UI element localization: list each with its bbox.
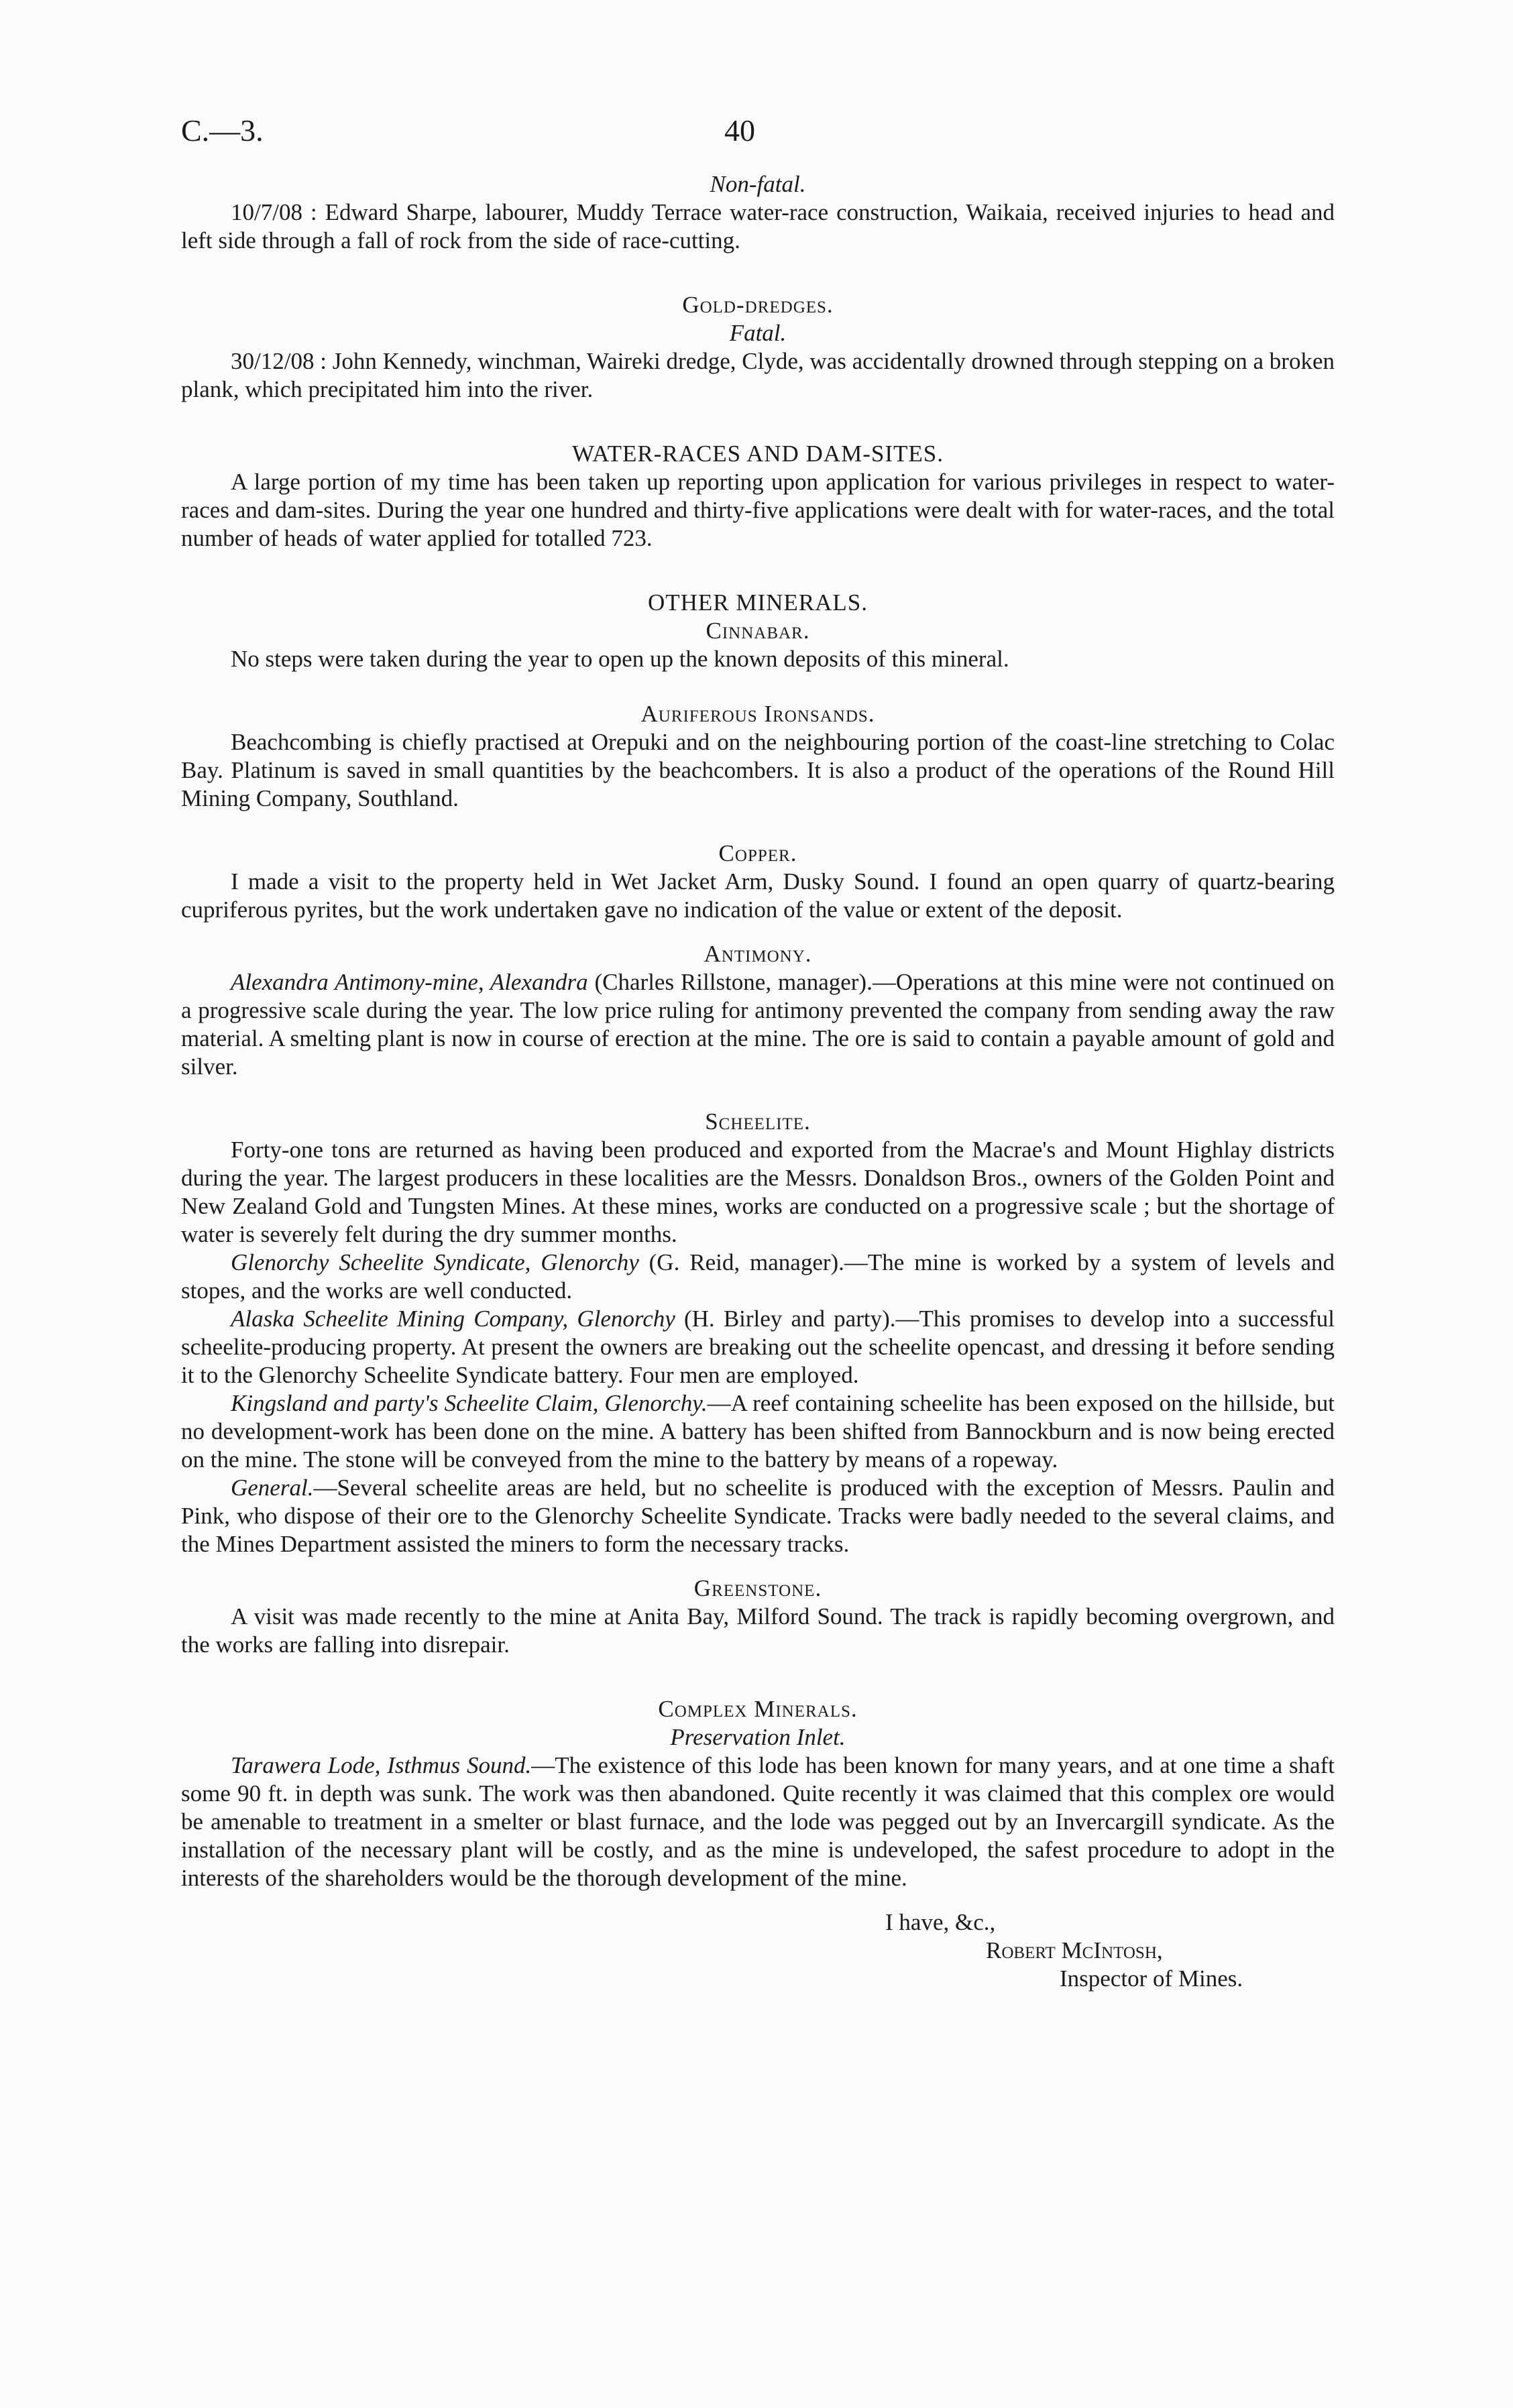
antimony-paragraph — [181, 968, 1335, 1081]
ironsands-body: Beachcombing is chiefly practised at Orepuki and on the neighbouring portion of the coast-line stretching to Colac Bay. Platinum is saved in small quantities by the beachcombers. It is also a product of the operations of the Round Hill Mining Company, Southland. — [181, 729, 1335, 811]
glenorchy-body: (G. Reid, manager).—The mine is worked by a system of levels and stopes, and the works are well conducted. — [181, 1249, 1335, 1304]
signature-title: Inspector of Mines. — [1060, 1965, 1243, 1992]
cinnabar-body: No steps were taken during the year to open up the known deposits of this mineral. — [231, 646, 1009, 672]
alaska-body: (H. Birley and party).—This promises to develop into a successful scheelite-producing property. At present the owners are breaking out the scheelite opencast, and dressing it before sending it to the Glenorchy Scheelite Syndicate battery. Four men are employed. — [181, 1306, 1335, 1388]
greenstone-body: A visit was made recently to the mine at Anita Bay, Milford Sound. The track is rapidly becoming overgrown, and the works are falling into disrepair. — [181, 1603, 1335, 1658]
copper-body: I made a visit to the property held in Wet Jacket Arm, Dusky Sound. I found an open quarry of quartz-bearing cupriferous pyrites, but the work undertaken gave no indication of the value or extent of the deposit. — [181, 868, 1335, 923]
scheelite-heading: Scheelite. — [705, 1108, 811, 1135]
ironsands-heading: Auriferous Ironsands. — [640, 701, 875, 727]
complex-minerals-heading: Complex Minerals. — [658, 1696, 858, 1722]
glenorchy-name: Glenorchy Scheelite Syndicate, Glenorchy — [231, 1249, 639, 1275]
signature-name: Robert McIntosh, — [986, 1937, 1163, 1963]
glenorchy-paragraph — [181, 1249, 1335, 1305]
nonfatal-heading: Non-fatal. — [710, 171, 806, 197]
scheelite-intro: Forty-one tons are returned as having been produced and exported from the Macrae's and Mount Highlay districts during the year. The largest producers in these localities are the Messrs. Donaldson Bros., owners of the Golden Point and New Zealand Gold and Tungsten Mines. At these mines, works are conducted on a progressive scale ; but the shortage of water is severely felt during the dry summer months. — [181, 1137, 1335, 1247]
gold-dredges-subheading: Fatal. — [729, 320, 787, 346]
tarawera-body: —The existence of this lode has been known for many years, and at one time a shaft some 90 ft. in depth was sunk. The work was then abandoned. Quite recently it was claimed that this complex ore would be amenable to treatment in a smelter or blast furnace, and the lode was pegged out by an Invercargill syndicate. As the installation of the necessary plant will be costly, and as the mine is undeveloped, the safest procedure to adopt in the interests of the shareholders would be the thorough development of the mine. — [181, 1752, 1335, 1891]
other-minerals-heading: OTHER MINERALS. — [647, 589, 868, 616]
tarawera-name: Tarawera Lode, Isthmus Sound. — [231, 1752, 532, 1778]
page-number: 40 — [724, 113, 755, 148]
nonfatal-entry: 10/7/08 : Edward Sharpe, labourer, Muddy Terrace water-race construction, Waikaia, received injuries to head and left side through a fall of rock from the side of race-cutting. — [181, 199, 1335, 253]
complex-minerals-subheading: Preservation Inlet. — [670, 1724, 846, 1750]
cinnabar-heading: Cinnabar. — [706, 618, 810, 644]
tarawera-paragraph — [181, 1752, 1335, 1892]
antimony-heading: Antimony. — [704, 941, 812, 967]
antimony-body: (Charles Rillstone, manager).—Operations at this mine were not continued on a progressive scale during the year. The low price ruling for antimony prevented the company from sending away the raw material. A smelting plant is now in course of erection at the mine. The ore is said to contain a payable amount of gold and silver. — [181, 969, 1335, 1080]
report-code: C.—3. — [181, 113, 264, 148]
general-paragraph — [181, 1474, 1335, 1558]
general-label: General. — [231, 1475, 314, 1501]
gold-dredges-heading: Gold-dredges. — [682, 292, 834, 318]
general-body: —Several scheelite areas are held, but no scheelite is produced with the exception of Messrs. Paulin and Pink, who dispose of their ore to the Glenorchy Scheelite Syndicate. Tracks were badly needed to the several claims, and the Mines Department assisted the miners to form the necessary tracks. — [181, 1475, 1335, 1557]
kingsland-paragraph — [181, 1389, 1335, 1474]
alaska-name: Alaska Scheelite Mining Company, Glenorchy — [231, 1306, 675, 1332]
copper-heading: Copper. — [718, 840, 797, 866]
antimony-mine-name: Alexandra Antimony-mine, Alexandra — [231, 969, 588, 995]
water-races-body: A large portion of my time has been taken up reporting upon application for various privileges in respect to water-races and dam-sites. During the year one hundred and thirty-five applications were dealt with for water-races, and the total number of heads of water applied for totalled 723. — [181, 469, 1335, 551]
signature-closing: I have, &c., — [885, 1909, 996, 1935]
kingsland-body: —A reef containing scheelite has been exposed on the hillside, but no development-work has been done on the mine. A battery has been shifted from Bannockburn and is now being erected on the mine. The stone will be conveyed from the mine to the battery by means of a ropeway. — [181, 1390, 1335, 1473]
gold-dredges-entry: 30/12/08 : John Kennedy, winchman, Waireki dredge, Clyde, was accidentally drowned through stepping on a broken plank, which precipitated him into the river. — [181, 348, 1335, 402]
alaska-paragraph — [181, 1305, 1335, 1389]
greenstone-heading: Greenstone. — [693, 1575, 822, 1601]
water-races-heading: WATER-RACES AND DAM-SITES. — [572, 441, 944, 467]
page-body — [181, 107, 1335, 1993]
kingsland-name: Kingsland and party's Scheelite Claim, Glenorchy. — [231, 1390, 708, 1416]
